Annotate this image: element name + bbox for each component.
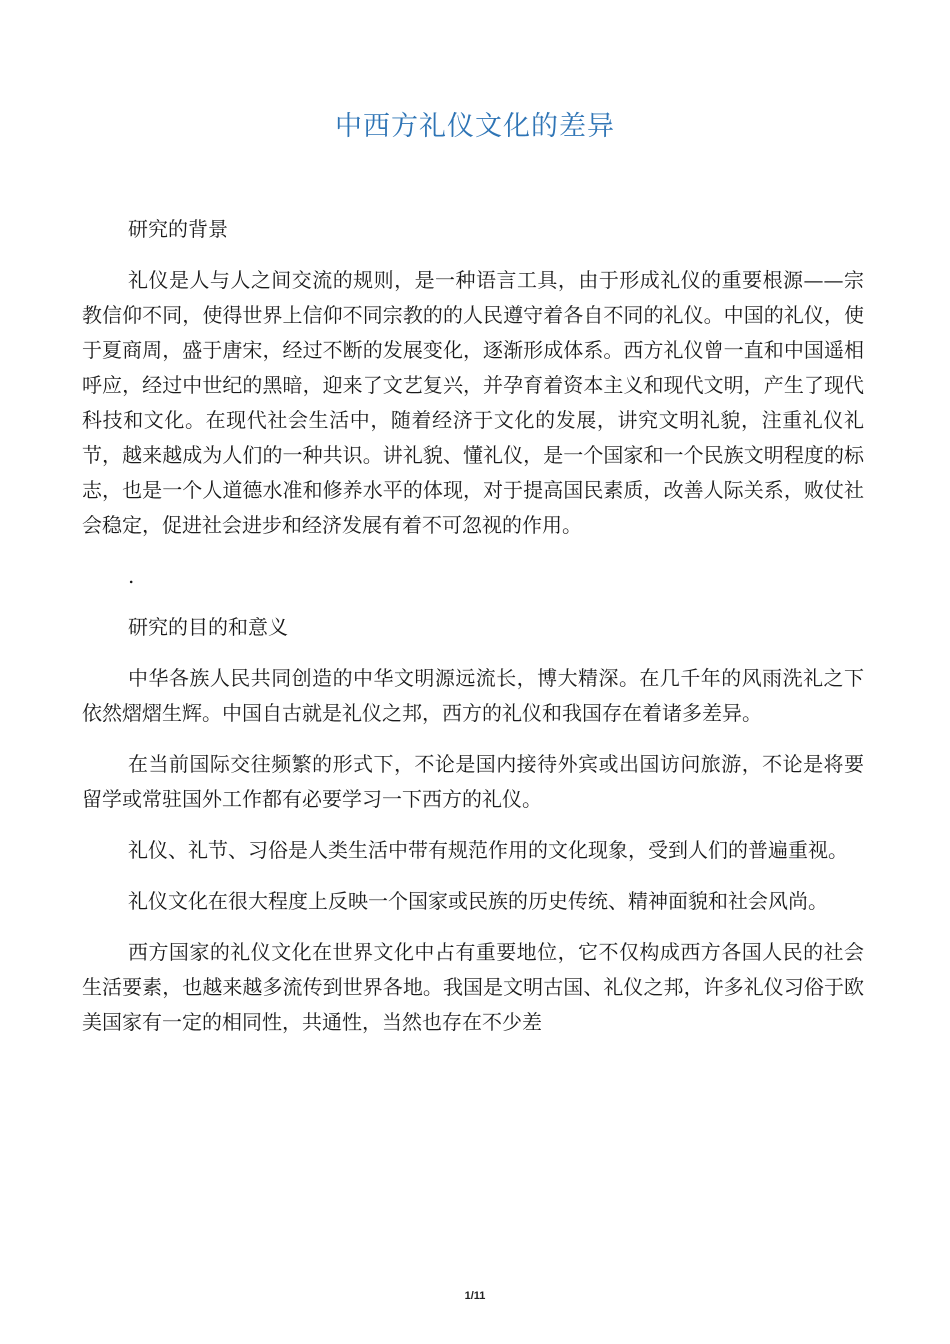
separator-dot: .: [128, 564, 135, 588]
paragraph-civilization: 中华各族人民共同创造的中华文明源远流长，博大精深。在几千年的风雨洗礼之下依然熠熠生辉。中国自古就是礼仪之邦，西方的礼仪和我国存在着诸多差异。: [82, 666, 864, 725]
paragraph-background: 礼仪是人与人之间交流的规则，是一种语言工具，由于形成礼仪的重要根源——宗教信仰不同，使得世界上信仰不同宗教的的人民遵守着各自不同的礼仪。中国的礼仪，使于夏商周，盛于唐宋，经过不断的发展变化，逐渐形成体系。西方礼仪曾一直和中国遥相呼应，经过中世纪的黑暗，迎来了文艺复兴，并孕育着资本主义和现代文明，产生了现代科技和文化。在现代社会生活中，随着经济于文化的发展，讲究文明礼貌，注重礼仪礼节，越来越成为人们的一种共识。讲礼貌、懂礼仪，是一个国家和一个民族文明程度的标志，也是一个人道德水准和修养水平的体现，对于提高国民素质，改善人际关系，败仗社会稳定，促进社会进步和经济发展有着不可忽视的作用。: [82, 268, 864, 537]
section-heading-purpose: 研究的目的和意义: [128, 615, 288, 639]
paragraph-western-culture: 西方国家的礼仪文化在世界文化中占有重要地位，它不仅构成西方各国人民的社会生活要素，也越来越多流传到世界各地。我国是文明古国、礼仪之邦，许多礼仪习俗于欧美国家有一定的相同性，共通性，当然也存在不少差: [82, 940, 864, 1034]
document-title: 中西方礼仪文化的差异: [335, 111, 615, 142]
page-number: 1/11: [464, 1290, 486, 1302]
paragraph-international: 在当前国际交往频繁的形式下，不论是国内接待外宾或出国访问旅游，不论是将要留学或常驻国外工作都有必要学习一下西方的礼仪。: [82, 752, 864, 811]
document-body: [82, 212, 864, 1056]
paragraph-culture-reflection: 礼仪文化在很大程度上反映一个国家或民族的历史传统、精神面貌和社会风尚。: [128, 889, 828, 913]
paragraph-etiquette-customs: 礼仪、礼节、习俗是人类生活中带有规范作用的文化现象，受到人们的普遍重视。: [128, 838, 848, 862]
section-heading-background: 研究的背景: [128, 217, 228, 241]
